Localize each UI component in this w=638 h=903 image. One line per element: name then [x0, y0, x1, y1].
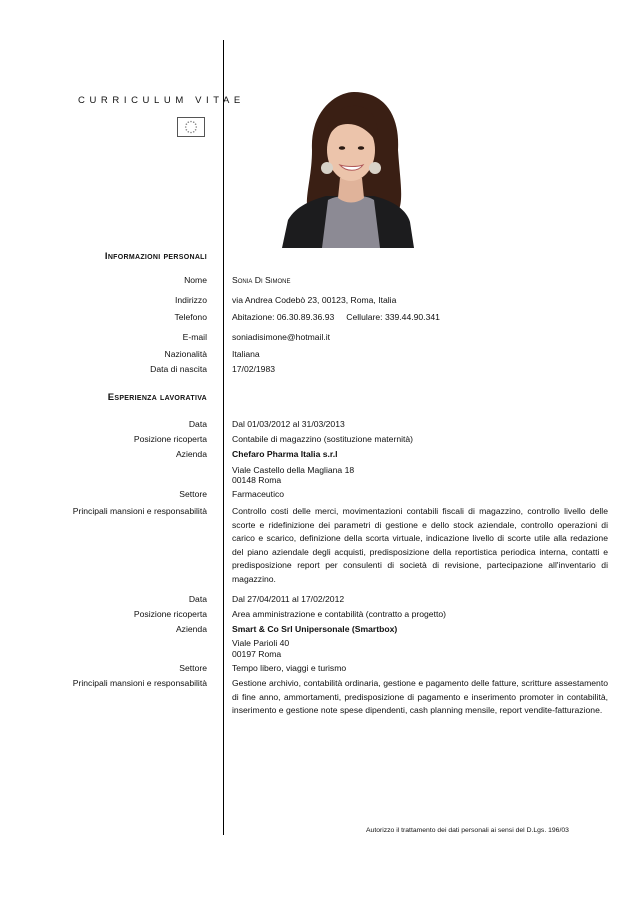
- field-value-name: Sonia Di Simone: [232, 275, 291, 285]
- field-value-birthdate: 17/02/1983: [232, 364, 276, 374]
- field-label: Data di nascita: [150, 364, 207, 374]
- profile-photo: [282, 90, 414, 248]
- field-label: Data: [188, 419, 207, 429]
- field-value-phone: [232, 311, 608, 325]
- personal-info-heading: Informazioni personali: [104, 251, 207, 262]
- cv-title: CURRICULUM VITAE: [78, 95, 245, 106]
- job-address-line2: 00197 Roma: [232, 649, 282, 659]
- field-label: Nome: [184, 275, 207, 285]
- home-phone: Abitazione: 06.30.89.36.93: [232, 312, 335, 322]
- field-label: E-mail: [182, 332, 207, 342]
- job-company: Chefaro Pharma Italia s.r.l: [232, 449, 338, 459]
- job-date: Dal 27/04/2011 al 17/02/2012: [232, 594, 345, 604]
- field-label: Nazionalità: [164, 349, 207, 359]
- mobile-phone: Cellulare: 339.44.90.341: [346, 312, 440, 322]
- field-label: Principali mansioni e responsabilità: [72, 506, 207, 516]
- field-value-nationality: Italiana: [232, 349, 260, 359]
- job-duties: Controllo costi delle merci, movimentazioni contabili fiscali di magazzino, controllo livello delle scorte e ridefinizione dei parametri di gestione e dello stock aziendale, controllo operazioni di carico e scarico, definizione della scorta virtuale, indicazione livello di scorte utile alla redazione del piano aziendale degli acquisti, predisposizione della reportistica periodica interna, contatti e predisposizione report per consulenti di società di revisione, partecipazione all'inventario di magazzino.: [232, 506, 608, 584]
- field-label: Settore: [179, 663, 207, 673]
- job-address-line1: Viale Parioli 40: [232, 638, 290, 648]
- eu-flag-icon: [177, 117, 205, 137]
- field-label: Data: [188, 594, 207, 604]
- field-label: Indirizzo: [175, 295, 207, 305]
- field-value-email: soniadisimone@hotmail.it: [232, 332, 331, 342]
- field-label: Settore: [179, 489, 207, 499]
- job-address-line1: Viale Castello della Magliana 18: [232, 465, 355, 475]
- job-sector: Farmaceutico: [232, 489, 285, 499]
- privacy-footer: Autorizzo il trattamento dei dati personali ai sensi del D.Lgs. 196/03: [366, 827, 569, 834]
- job-company: Smart & Co Srl Unipersonale (Smartbox): [232, 624, 398, 634]
- job-date: Dal 01/03/2012 al 31/03/2013: [232, 419, 345, 429]
- field-label: Azienda: [175, 449, 207, 459]
- job-position: Area amministrazione e contabilità (contratto a progetto): [232, 609, 446, 619]
- field-label: Principali mansioni e responsabilità: [72, 678, 207, 688]
- job-sector: Tempo libero, viaggi e turismo: [232, 663, 347, 673]
- job-position: Contabile di magazzino (sostituzione maternità): [232, 434, 414, 444]
- column-divider: [223, 40, 224, 835]
- field-label: Posizione ricoperta: [133, 434, 207, 444]
- field-label: Posizione ricoperta: [133, 609, 207, 619]
- field-label: Azienda: [175, 624, 207, 634]
- experience-heading: Esperienza lavorativa: [107, 392, 207, 403]
- job-address-line2: 00148 Roma: [232, 475, 282, 485]
- job-duties: Gestione archivio, contabilità ordinaria, gestione e pagamento delle fatture, scritture assestamento di fine anno, ammortamenti, predisposizione di pagamento e inserimento promoter in contabilità, inserimento e gestione note spese dipendenti, cash planning mensile, report vendite-fatturazione.: [232, 678, 608, 715]
- field-label: Telefono: [174, 312, 207, 322]
- field-value-address: via Andrea Codebò 23, 00123, Roma, Italia: [232, 295, 397, 305]
